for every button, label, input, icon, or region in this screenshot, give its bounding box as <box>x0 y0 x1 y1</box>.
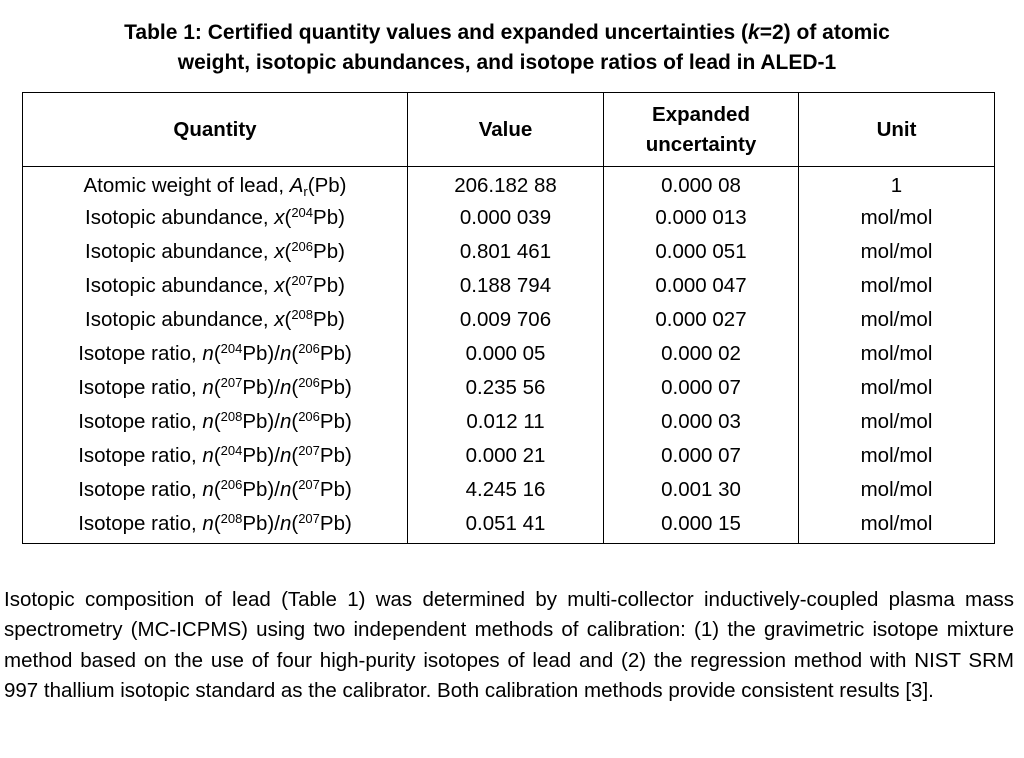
quantity-text: Pb) <box>319 478 352 501</box>
mass-number: 208 <box>220 511 243 526</box>
cell-quantity: Isotopic abundance, x($^{204}$Pb) <box>23 201 408 235</box>
cell-uncertainty: 0.000 013 <box>604 201 799 235</box>
cell-quantity: Isotopic abundance, x($^{208}$Pb) <box>23 303 408 337</box>
cell-value: 0.000 039 <box>408 201 604 235</box>
quantity-text: Pb)/ <box>242 410 280 433</box>
table-row <box>23 303 995 337</box>
table-row <box>23 167 995 202</box>
quantity-symbol: x <box>274 308 285 331</box>
table-caption <box>20 18 994 78</box>
body-paragraph: Isotopic composition of lead (Table 1) was determined by multi-collector inductively-coupled plasma mass spectrometry (MC-ICPMS) using two independent methods of calibration: (1) the gravimetric isotope mixture method based on the use of four high-purity isotopes of lead and (2) the regression method with NIST SRM 997 thallium isotopic standard as the calibrator. Both calibration methods provide consistent results [3]. <box>4 588 1014 702</box>
cell-unit: 1 <box>799 167 995 202</box>
cell-quantity: Isotope ratio, n($^{208}$Pb)/n($^{206}$Pb) <box>23 405 408 439</box>
quantity-label: Isotope ratio, <box>78 444 203 467</box>
quantity-subscript: r <box>303 184 308 199</box>
mass-number: 208 <box>220 409 243 424</box>
cell-uncertainty: 0.000 07 <box>604 371 799 405</box>
table-body <box>23 167 995 544</box>
quantity-symbol: x <box>274 274 285 297</box>
mass-number: 208 <box>291 307 314 322</box>
quantity-symbol: n <box>279 444 292 467</box>
table-row <box>23 269 995 303</box>
quantity-text: Pb)/ <box>242 478 280 501</box>
header-unit: Unit <box>799 93 995 167</box>
cell-unit: mol/mol <box>799 201 995 235</box>
quantity-symbol: n <box>279 410 292 433</box>
quantity-symbol: n <box>202 478 214 501</box>
quantity-text: Pb) <box>319 410 352 433</box>
quantity-text: Pb) <box>319 512 352 535</box>
quantity-text: Pb) <box>319 376 352 399</box>
mass-number: 206 <box>298 375 320 390</box>
quantity-symbol: n <box>202 342 214 365</box>
mass-number: 207 <box>291 273 314 288</box>
quantity-text: Pb) <box>313 206 345 229</box>
quantity-text: Pb) <box>313 274 345 297</box>
mass-number: 207 <box>298 477 320 492</box>
quantity-label: Isotope ratio, <box>78 478 203 501</box>
caption-line-1: Table 1: Certified quantity values and expanded uncertainties (k=2) of atomic <box>124 21 890 44</box>
quantity-text: Pb) <box>319 444 352 467</box>
quantity-label: Isotopic abundance, <box>85 274 275 297</box>
quantity-label: Isotope ratio, <box>78 342 203 365</box>
quantity-label: Isotope ratio, <box>78 512 203 535</box>
quantity-text: Pb) <box>313 240 345 263</box>
cell-unit: mol/mol <box>799 473 995 507</box>
cell-value: 0.000 21 <box>408 439 604 473</box>
quantity-text: (Pb) <box>307 174 347 197</box>
cell-value: 0.188 794 <box>408 269 604 303</box>
table-row <box>23 507 995 544</box>
cell-value: 0.801 461 <box>408 235 604 269</box>
quantity-text: Pb)/ <box>242 376 280 399</box>
quantity-text: Pb) <box>313 308 345 331</box>
quantity-label: Isotopic abundance, <box>85 206 275 229</box>
mass-number: 206 <box>291 239 314 254</box>
quantity-symbol: n <box>279 376 292 399</box>
quantity-symbol: A <box>289 174 304 197</box>
quantity-symbol: n <box>202 444 214 467</box>
quantity-symbol: n <box>202 410 214 433</box>
cell-value: 0.051 41 <box>408 507 604 544</box>
quantity-text: Pb)/ <box>242 512 280 535</box>
quantity-symbol: n <box>202 376 214 399</box>
cell-unit: mol/mol <box>799 371 995 405</box>
header-quantity: Quantity <box>23 93 408 167</box>
table-row <box>23 235 995 269</box>
quantity-symbol: n <box>202 512 214 535</box>
cell-unit: mol/mol <box>799 439 995 473</box>
cell-unit: mol/mol <box>799 303 995 337</box>
caption-k-symbol: k <box>748 21 760 44</box>
mass-number: 206 <box>220 477 243 492</box>
header-expanded-uncertainty: Expanded uncertainty <box>604 93 799 167</box>
quantity-symbol: n <box>279 512 292 535</box>
quantity-symbol: x <box>274 240 285 263</box>
mass-number: 206 <box>298 409 320 424</box>
quantity-text: Pb) <box>319 342 352 365</box>
cell-quantity: Isotope ratio, n($^{207}$Pb)/n($^{206}$Pb) <box>23 371 408 405</box>
cell-unit: mol/mol <box>799 507 995 544</box>
quantity-symbol: n <box>279 478 292 501</box>
quantity-text: Pb)/ <box>242 342 280 365</box>
quantity-symbol: n <box>279 342 292 365</box>
quantity-label: Isotopic abundance, <box>85 308 275 331</box>
header-value: Value <box>408 93 604 167</box>
quantity-label: Isotope ratio, <box>78 410 203 433</box>
cell-quantity: Isotope ratio, n($^{208}$Pb)/n($^{207}$Pb) <box>23 507 408 544</box>
table-row <box>23 337 995 371</box>
quantity-label: Isotope ratio, <box>78 376 203 399</box>
cell-uncertainty: 0.000 02 <box>604 337 799 371</box>
table-row <box>23 405 995 439</box>
cell-uncertainty: 0.000 07 <box>604 439 799 473</box>
quantity-text: Pb)/ <box>242 444 280 467</box>
table-header-row <box>23 93 995 167</box>
cell-quantity: Isotopic abundance, x($^{206}$Pb) <box>23 235 408 269</box>
cell-value: 0.012 11 <box>408 405 604 439</box>
cell-unit: mol/mol <box>799 405 995 439</box>
mass-number: 204 <box>220 443 243 458</box>
cell-value: 206.182 88 <box>408 167 604 202</box>
mass-number: 204 <box>291 205 314 220</box>
cell-quantity: Isotopic abundance, x($^{207}$Pb) <box>23 269 408 303</box>
table-row <box>23 439 995 473</box>
quantity-label: Isotopic abundance, <box>85 240 275 263</box>
cell-value: 0.009 706 <box>408 303 604 337</box>
cell-unit: mol/mol <box>799 269 995 303</box>
table-row <box>23 473 995 507</box>
cell-uncertainty: 0.000 027 <box>604 303 799 337</box>
cell-uncertainty: 0.000 047 <box>604 269 799 303</box>
cell-quantity <box>23 167 408 202</box>
cell-value: 4.245 16 <box>408 473 604 507</box>
cell-value: 0.235 56 <box>408 371 604 405</box>
mass-number: 204 <box>220 341 243 356</box>
cell-uncertainty: 0.000 08 <box>604 167 799 202</box>
cell-unit: mol/mol <box>799 235 995 269</box>
cell-uncertainty: 0.001 30 <box>604 473 799 507</box>
mass-number: 207 <box>220 375 243 390</box>
cell-uncertainty: 0.000 051 <box>604 235 799 269</box>
cell-unit: mol/mol <box>799 337 995 371</box>
mass-number: 206 <box>298 341 320 356</box>
table-row <box>23 201 995 235</box>
quantity-label: Atomic weight of lead, <box>83 174 290 197</box>
cell-value: 0.000 05 <box>408 337 604 371</box>
quantity-symbol: x <box>274 206 285 229</box>
certified-values-table <box>22 92 995 544</box>
table-row <box>23 371 995 405</box>
cell-quantity: Isotope ratio, n($^{204}$Pb)/n($^{206}$Pb) <box>23 337 408 371</box>
mass-number: 207 <box>298 443 320 458</box>
caption-line-2: weight, isotopic abundances, and isotope ratios of lead in ALED-1 <box>177 51 837 74</box>
cell-uncertainty: 0.000 15 <box>604 507 799 544</box>
cell-quantity: Isotope ratio, n($^{204}$Pb)/n($^{207}$Pb) <box>23 439 408 473</box>
cell-quantity: Isotope ratio, n($^{206}$Pb)/n($^{207}$Pb) <box>23 473 408 507</box>
mass-number: 207 <box>298 511 320 526</box>
cell-uncertainty: 0.000 03 <box>604 405 799 439</box>
